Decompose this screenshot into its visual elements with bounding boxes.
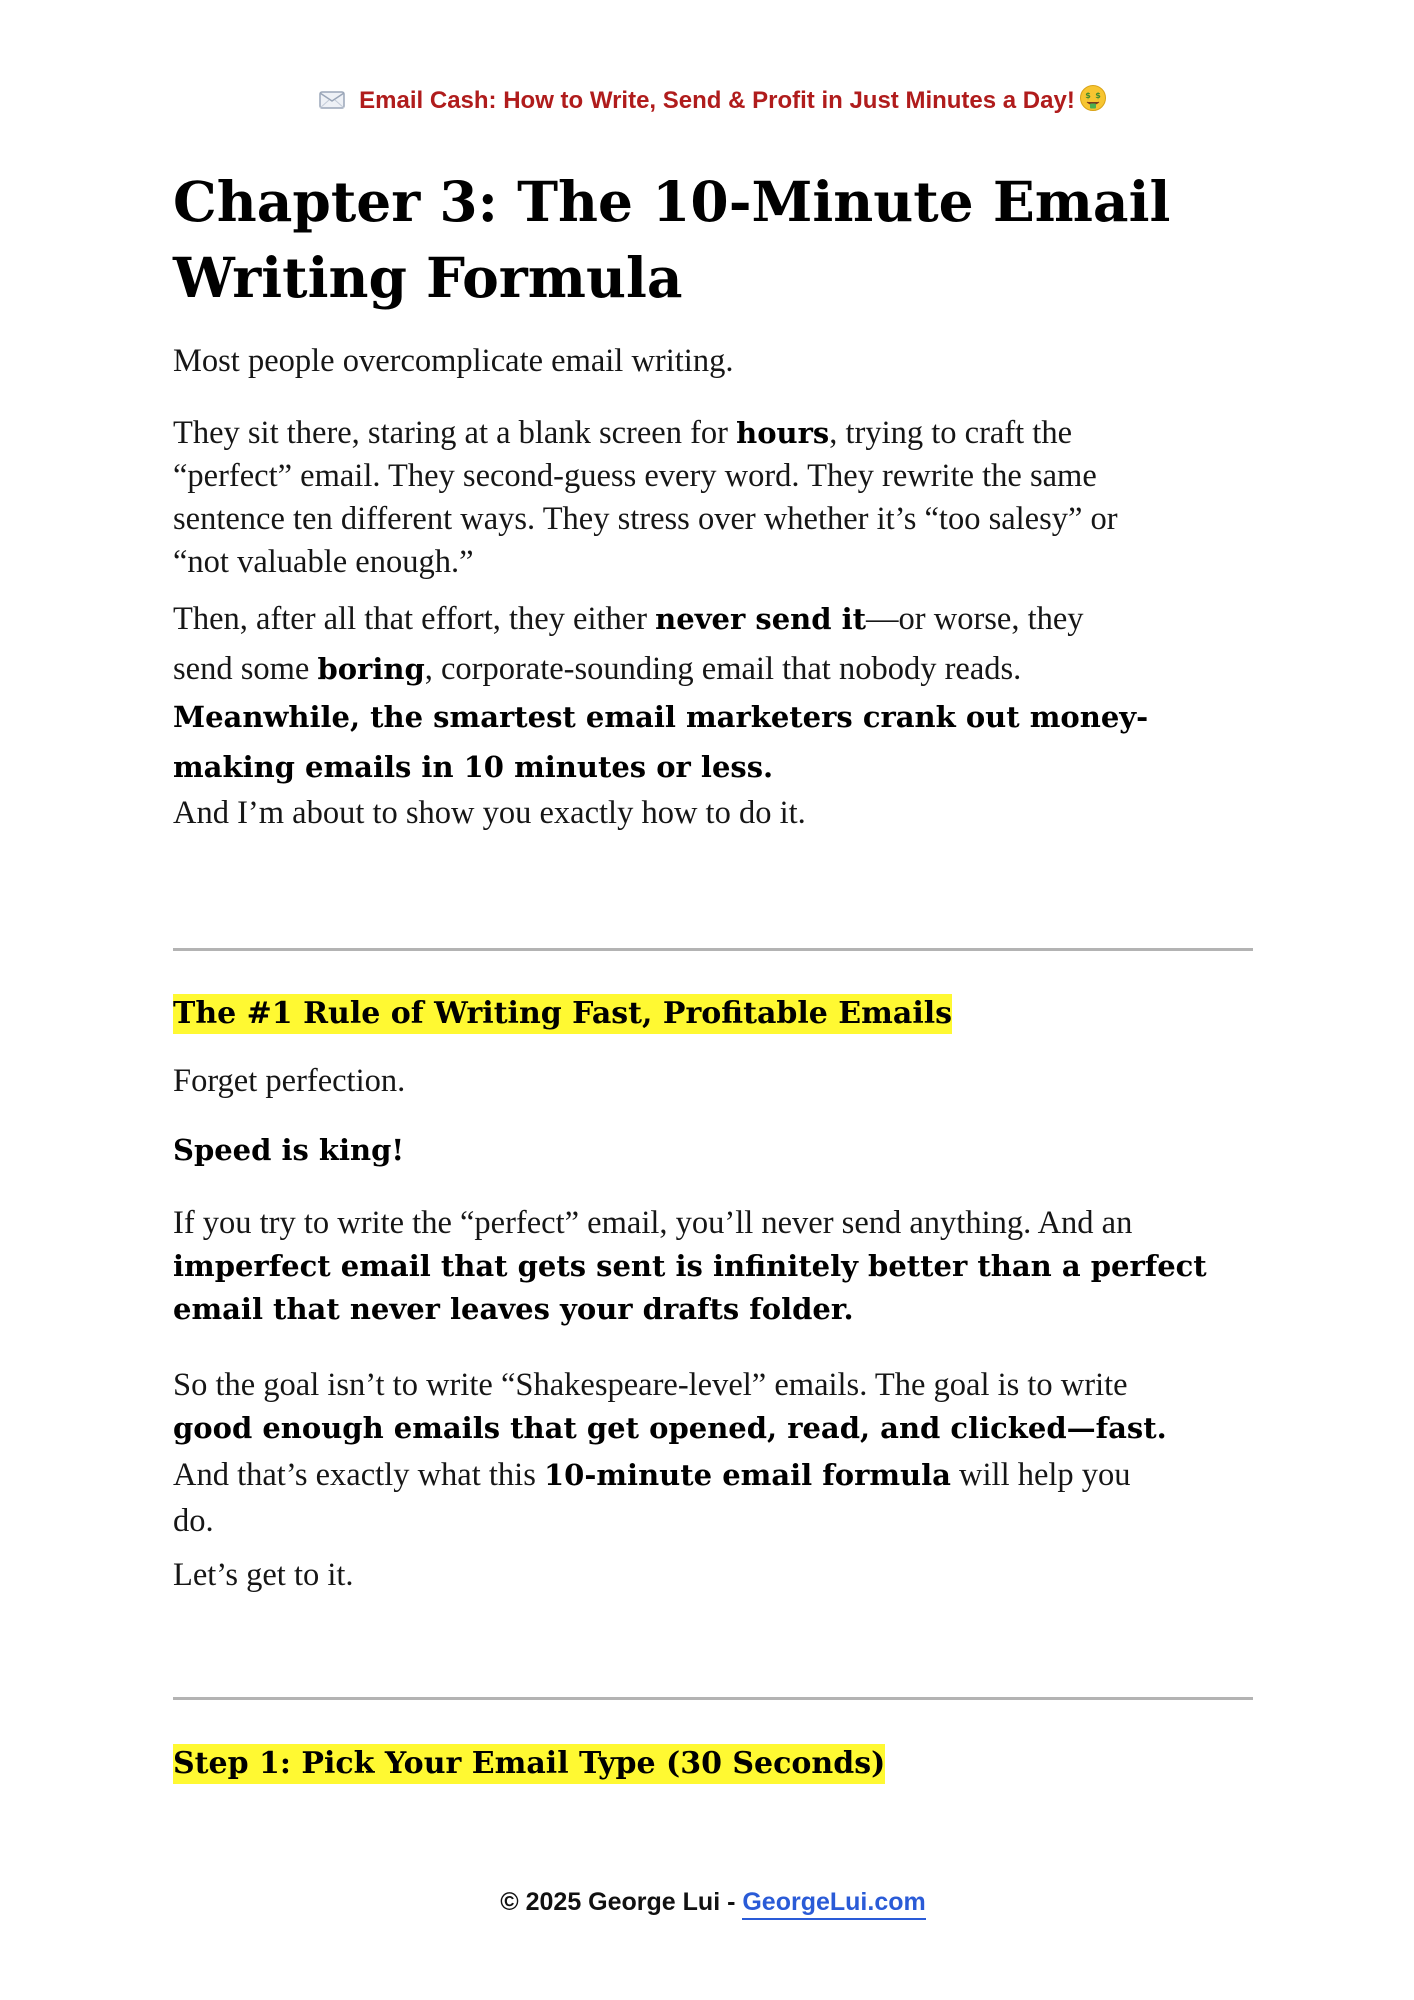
intro-paragraph-1: Most people overcomplicate email writing.	[173, 343, 734, 379]
text-run: , trying to craft the	[829, 415, 1073, 451]
text-run: send some	[173, 651, 318, 687]
section-heading-rule: The #1 Rule of Writing Fast, Profitable Emails	[173, 994, 952, 1034]
intro-paragraph-4	[173, 692, 1253, 792]
section-heading-step1: Step 1: Pick Your Email Type (30 Seconds)	[173, 1744, 885, 1784]
text-line: “not valuable enough.”	[173, 544, 474, 580]
text-line: do.	[173, 1503, 214, 1539]
intro-paragraph-5: And I’m about to show you exactly how to do it.	[173, 795, 806, 831]
emphasis-line: email that never leaves your drafts folder.	[173, 1292, 854, 1326]
text-line: So the goal isn’t to write “Shakespeare-level” emails. The goal is to write	[173, 1367, 1128, 1403]
text-run: , corporate-sounding email that nobody reads.	[424, 651, 1022, 687]
section1-paragraph-4	[173, 1364, 1253, 1543]
money-mouth-face-icon	[1079, 84, 1107, 119]
intro-paragraph-3	[173, 594, 1253, 694]
text-run: will help you	[950, 1457, 1131, 1493]
chapter-title-line1: Chapter 3: The 10-Minute Email	[173, 169, 1171, 234]
section1-paragraph-1: Forget perfection.	[173, 1063, 406, 1099]
emphasis-boring: boring	[317, 652, 425, 686]
text-line: If you try to write the “perfect” email, you’ll never send anything. And an	[173, 1205, 1133, 1241]
svg-text:$: $	[1085, 91, 1091, 100]
text-line: making emails in 10 minutes or less.	[173, 750, 774, 784]
envelope-icon	[319, 88, 345, 116]
chapter-title	[173, 164, 1253, 316]
emphasis-hours: hours	[736, 416, 830, 450]
section-divider	[173, 948, 1253, 951]
emphasis-formula: 10-minute email formula	[543, 1458, 951, 1492]
running-header	[173, 84, 1253, 119]
emphasis-line: good enough emails that get opened, read, and clicked—fast.	[173, 1411, 1167, 1445]
text-run: Then, after all that effort, they either	[173, 601, 656, 637]
section1-paragraph-2: Speed is king!	[173, 1133, 405, 1167]
emphasis-line: imperfect email that gets sent is infinitely better than a perfect	[173, 1249, 1207, 1283]
text-line: Meanwhile, the smartest email marketers crank out money-	[173, 700, 1149, 734]
footer-copyright: © 2025 George Lui -	[500, 1888, 743, 1916]
page-footer	[173, 1888, 1253, 1917]
section1-paragraph-5: Let’s get to it.	[173, 1557, 354, 1593]
emphasis-never-send: never send it	[655, 602, 867, 636]
text-run: They sit there, staring at a blank screen for	[173, 415, 737, 451]
footer-link[interactable]: GeorgeLui.com	[742, 1888, 925, 1920]
text-run: —or worse, they	[866, 601, 1084, 637]
intro-paragraph-2	[173, 412, 1253, 584]
svg-text:$: $	[1095, 91, 1101, 100]
header-title: Email Cash: How to Write, Send & Profit in Just Minutes a Day!	[359, 86, 1075, 114]
text-line: sentence ten different ways. They stress over whether it’s “too salesy” or	[173, 501, 1118, 537]
section-divider	[173, 1697, 1253, 1700]
section1-paragraph-3	[173, 1202, 1253, 1331]
text-run: And that’s exactly what this	[173, 1457, 544, 1493]
chapter-title-line2: Writing Formula	[173, 245, 683, 310]
text-line: “perfect” email. They second-guess every word. They rewrite the same	[173, 458, 1097, 494]
